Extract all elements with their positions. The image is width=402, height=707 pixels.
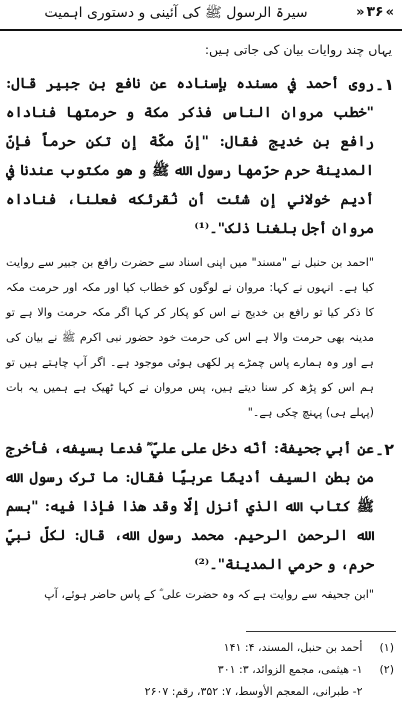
- footnote-text: ۲- طبرانى، المعجم الأوسط، ۷: ۳۵۲، رقم: ۲۶۰۷: [144, 685, 363, 698]
- narration-1: [6, 70, 396, 425]
- page-header: [0, 0, 402, 30]
- narration-number: ۲۔: [374, 440, 394, 459]
- footnotes: [6, 637, 394, 703]
- footnote-divider: [246, 631, 396, 632]
- intro-text: یہاں چند روایات بیان کی جاتی ہیں:: [204, 42, 392, 57]
- footnote: [6, 681, 394, 703]
- urdu-translation: "ابن جحیفہ سے روایت ہے کہ وہ حضرت علی ؓ کے پاس حاضر ہوئے، آپ: [44, 588, 374, 601]
- footnote: [6, 659, 394, 681]
- footnote-text: ۱- هيثمى، مجمع الزوائد، ۳: ۳۰۱: [217, 663, 363, 676]
- urdu-translation: "احمد بن حنبل نے "مسند" میں اپنی اسناد سے حضرت رافع بن جبیر سے روایت کیا ہے۔ انہوں نے کہا: مروان نے لوگوں کو خطاب کیا اور مکہ اور حرمت مکہ کا ذکر کیا تو رافع بن خدیج نے اس کو پکار کر کہا اگر مکہ حرمت والا ہے تو مدینہ بھی حرمت والا ہے اس کی حرمت خود حضور نبی اکرم ﷺ نے بیان کی ہے اور وہ ہمارے پاس چمڑے پر لکھی ہوئی موجود ہے۔ اگر آپ چاہتے ہیں تو ہم اس کو پڑھ کر سنا دیتے ہیں، پس مروان نے کہا ٹھیک ہے ہمیں یہ بات (پہلے ہی) پہنچ چکی ہے۔": [6, 256, 374, 419]
- page-number-value: ۳۶: [366, 4, 384, 20]
- main-content: [6, 34, 396, 617]
- page-number: »۳۶«: [356, 4, 394, 20]
- footnote: [6, 637, 394, 659]
- footnote-text: أحمد بن حنبل، المسند، ۴: ۱۴۱: [223, 641, 363, 654]
- arabic-hadith-text: عن أبي جحيفة: أنّه دخل على عليّ ؓ فدعا بسيفه، فأخرج من بطن السيف أديمًا عربيًا فقال: ما ترک رسول الله ﷺ كتاب الله الذي أنزل إلّا وقد هذا فإذا فيه: "بسم الله الرحمن الرحيم. محمد رسول الله، قال: لكلّ نبيّ حرم، و حرمي المدينة"۔⁽²⁾: [6, 441, 374, 573]
- arabic-hadith-text: روى أحمد في مسنده بإسناده عن نافع بن جبير قال: "خطب مروان الناس فذكر مكة و حرمتها فناداه رافع بن خديج فقال: "إنّ مكّة إن تكن حرماً فإنّ المدينة حرم حرّمها رسول الله ﷺ و هو مكتوب عندنا في أديم خولاني إن شئت أن نُقرئكه فعلنا، فناداه مروان أجل بلغنا ذلک"۔⁽¹⁾: [6, 76, 374, 237]
- footnote-marker: (۱): [379, 641, 394, 654]
- narration-number: ۱۔: [374, 75, 394, 94]
- narration-2: [6, 435, 396, 607]
- footnote-marker: (۲): [379, 663, 394, 676]
- header-rule: [0, 29, 402, 31]
- running-title: سیرۃ الرسول ﷺ کی آئینی و دستوری اہمیت: [44, 5, 308, 21]
